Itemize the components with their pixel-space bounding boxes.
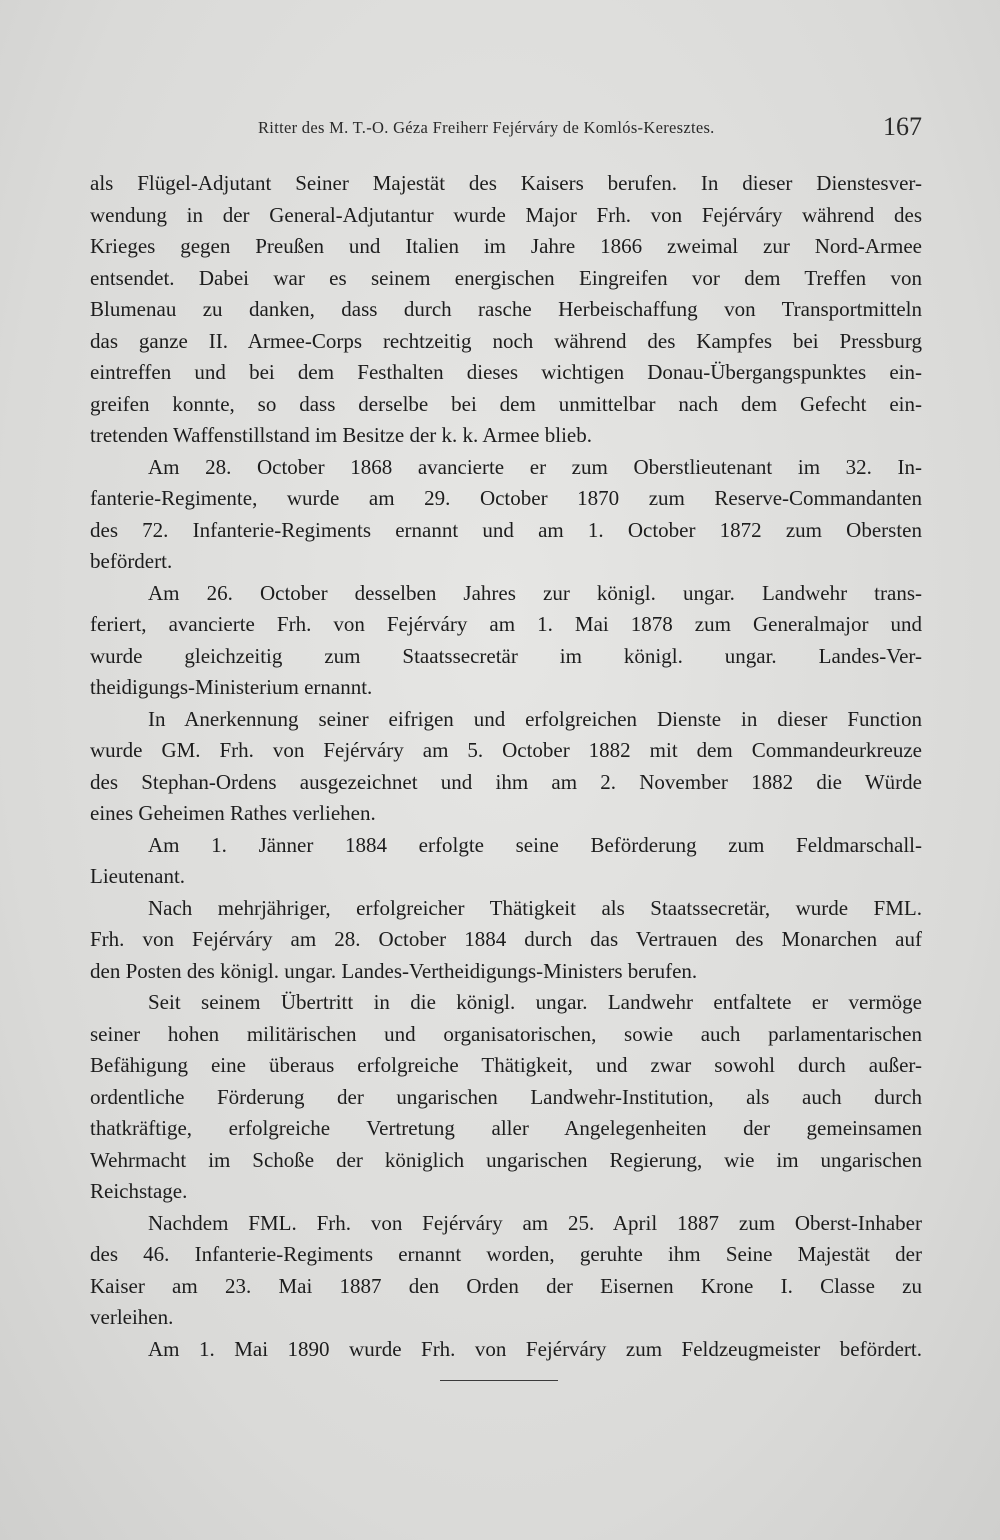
text-line: Befähigung eine überaus erfolgreiche Thätigkeit, und zwar sowohl durch außer- <box>90 1053 922 1077</box>
text-line: thatkräftige, erfolgreiche Vertretung aller Angelegenheiten der gemeinsamen <box>90 1116 922 1140</box>
text-line: tretenden Waffenstillstand im Besitze der k. k. Armee blieb. <box>90 423 592 447</box>
text-line: des 72. Infanterie-Regiments ernannt und am 1. October 1872 zum Obersten <box>90 517 922 542</box>
text-line: des Stephan-Ordens ausgezeichnet und ihm am 2. November 1882 die Würde <box>90 769 922 794</box>
text-line: ordentliche Förderung der ungarischen Landwehr-Institution, als auch durch <box>90 1084 922 1109</box>
text-line: Am 26. October desselben Jahres zur königl. ungar. Landwehr trans- <box>148 580 922 605</box>
body-text <box>90 168 922 1365</box>
text-line: verleihen. <box>90 1305 174 1329</box>
text-line: Am 28. October 1868 avancierte er zum Oberstlieutenant im 32. In- <box>148 454 922 479</box>
text-line: als Flügel-Adjutant Seiner Majestät des Kaisers berufen. In dieser Dienstesver- <box>90 171 922 195</box>
text-line: Frh. von Fejérváry am 28. October 1884 durch das Vertrauen des Monarchen auf <box>90 927 922 951</box>
running-title: Ritter des M. T.-O. Géza Freiherr Fejérváry de Komlós-Keresztes. <box>258 118 715 137</box>
text-line: Am 1. Jänner 1884 erfolgte seine Beförderung zum Feldmarschall- <box>148 832 922 857</box>
text-line: Seit seinem Übertritt in die königl. ungar. Landwehr entfaltete er vermöge <box>148 990 922 1014</box>
text-line: greifen konnte, so dass derselbe bei dem unmittelbar nach dem Gefecht ein- <box>90 391 922 416</box>
running-header <box>90 112 922 148</box>
text-line: seiner hohen militärischen und organisatorischen, sowie auch parlamentarischen <box>90 1021 922 1046</box>
text-line: feriert, avancierte Frh. von Fejérváry am 1. Mai 1878 zum Generalmajor und <box>90 612 922 636</box>
text-line: In Anerkennung seiner eifrigen und erfolgreichen Dienste in dieser Function <box>148 706 922 731</box>
text-line: das ganze II. Armee-Corps rechtzeitig noch während des Kampfes bei Pressburg <box>90 328 922 353</box>
text-line: Wehrmacht im Schoße der königlich ungarischen Regierung, wie im ungarischen <box>90 1147 922 1172</box>
text-line: den Posten des königl. ungar. Landes-Vertheidigungs-Ministers berufen. <box>90 958 698 983</box>
text-line: fanterie-Regimente, wurde am 29. October 1870 zum Reserve-Commandanten <box>90 486 922 510</box>
text-line: eintreffen und bei dem Festhalten dieses wichtigen Donau-Übergangspunktes ein- <box>90 360 922 384</box>
page-number: 167 <box>883 112 922 141</box>
text-line: Am 1. Mai 1890 wurde Frh. von Fejérváry zum Feldzeugmeister befördert. <box>148 1336 922 1361</box>
text-line: Krieges gegen Preußen und Italien im Jahre 1866 zweimal zur Nord-Armee <box>90 234 922 258</box>
text-line: Nachdem FML. Frh. von Fejérváry am 25. April 1887 zum Oberst-Inhaber <box>148 1210 922 1235</box>
text-line: wurde gleichzeitig zum Staatssecretär im königl. ungar. Landes-Ver- <box>90 643 922 668</box>
text-line: befördert. <box>90 549 173 573</box>
text-line: Lieutenant. <box>90 864 186 888</box>
text-line: Nach mehrjähriger, erfolgreicher Thätigkeit als Staatssecretär, wurde FML. <box>148 895 922 920</box>
text-line: Blumenau zu danken, dass durch rasche Herbeischaffung von Transportmitteln <box>90 297 922 321</box>
text-line: eines Geheimen Rathes verliehen. <box>90 801 376 825</box>
text-line: Kaiser am 23. Mai 1887 den Orden der Eisernen Krone I. Classe zu <box>90 1273 922 1298</box>
text-line: des 46. Infanterie-Regiments ernannt worden, geruhte ihm Seine Majestät der <box>90 1242 922 1266</box>
text-line: theidigungs-Ministerium ernannt. <box>90 675 373 699</box>
text-line: Reichstage. <box>90 1179 188 1203</box>
text-line: wurde GM. Frh. von Fejérváry am 5. October 1882 mit dem Commandeurkreuze <box>90 738 922 762</box>
end-rule <box>440 1380 558 1381</box>
text-line: entsendet. Dabei war es seinem energischen Eingreifen vor dem Treffen von <box>90 265 922 290</box>
text-line: wendung in der General-Adjutantur wurde Major Frh. von Fejérváry während des <box>90 202 922 227</box>
